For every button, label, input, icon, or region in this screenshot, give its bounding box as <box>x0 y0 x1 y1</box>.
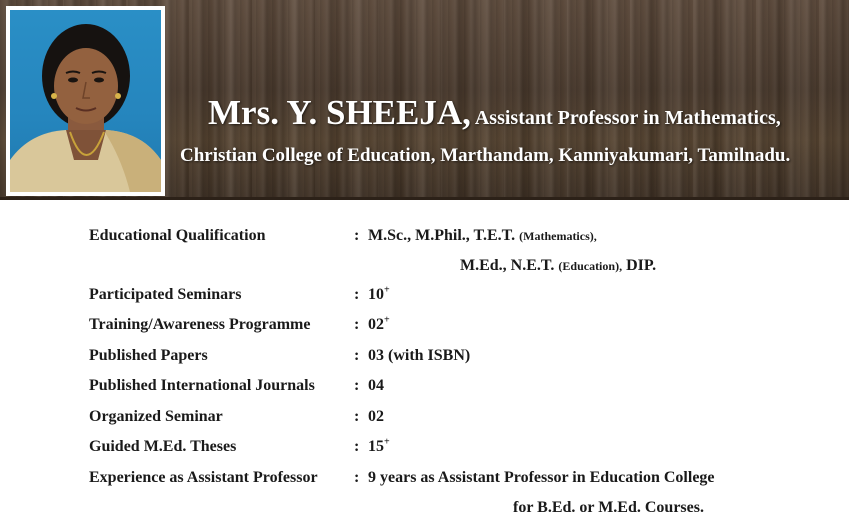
training-count: 02 <box>368 316 384 333</box>
profile-banner <box>0 0 849 200</box>
plus-superscript: + <box>384 436 390 448</box>
qualification-continuation <box>460 257 656 275</box>
detail-value <box>368 316 390 334</box>
qualification-diploma: DIP. <box>626 257 657 274</box>
detail-value <box>368 227 597 245</box>
detail-colon: : <box>354 316 360 333</box>
theses-count: 15 <box>368 438 384 455</box>
detail-value: 9 years as Assistant Professor in Education College <box>368 469 715 486</box>
experience-continuation: for B.Ed. or M.Ed. Courses. <box>513 499 704 516</box>
detail-colon: : <box>354 408 360 425</box>
detail-label: Participated Seminars <box>89 286 242 303</box>
header-title <box>208 93 781 133</box>
detail-label: Organized Seminar <box>89 408 223 425</box>
plus-superscript: + <box>384 314 390 326</box>
detail-label: Guided M.Ed. Theses <box>89 438 237 455</box>
seminars-count: 10 <box>368 286 384 303</box>
detail-colon: : <box>354 469 360 486</box>
faculty-designation: Assistant Professor in Mathematics, <box>474 107 781 129</box>
faculty-name: Mrs. Y. SHEEJA, <box>208 93 471 132</box>
college-name: Christian College of Education, Marthandam, Kanniyakumari, Tamilnadu. <box>180 145 791 166</box>
qualification-subject-2: (Education), <box>558 259 623 273</box>
detail-value <box>368 438 390 456</box>
qualification-degrees-2: M.Ed., N.E.T. <box>460 257 555 274</box>
detail-value: 04 <box>368 377 384 394</box>
profile-photo <box>10 10 161 192</box>
detail-colon: : <box>354 377 360 394</box>
detail-value: 02 <box>368 408 384 425</box>
detail-value: 03 (with ISBN) <box>368 347 471 364</box>
detail-label: Published Papers <box>89 347 208 364</box>
detail-colon: : <box>354 227 360 244</box>
detail-colon: : <box>354 347 360 364</box>
plus-superscript: + <box>384 284 390 296</box>
qualification-degrees: M.Sc., M.Phil., T.E.T. <box>368 227 516 244</box>
detail-label: Educational Qualification <box>89 227 266 244</box>
detail-colon: : <box>354 438 360 455</box>
qualification-subject: (Mathematics), <box>519 229 597 243</box>
detail-label: Published International Journals <box>89 377 315 394</box>
detail-label: Training/Awareness Programme <box>89 316 311 333</box>
profile-photo-frame <box>6 6 165 196</box>
detail-label: Experience as Assistant Professor <box>89 469 318 486</box>
detail-colon: : <box>354 286 360 303</box>
portrait-image <box>10 10 161 192</box>
detail-value <box>368 286 390 304</box>
